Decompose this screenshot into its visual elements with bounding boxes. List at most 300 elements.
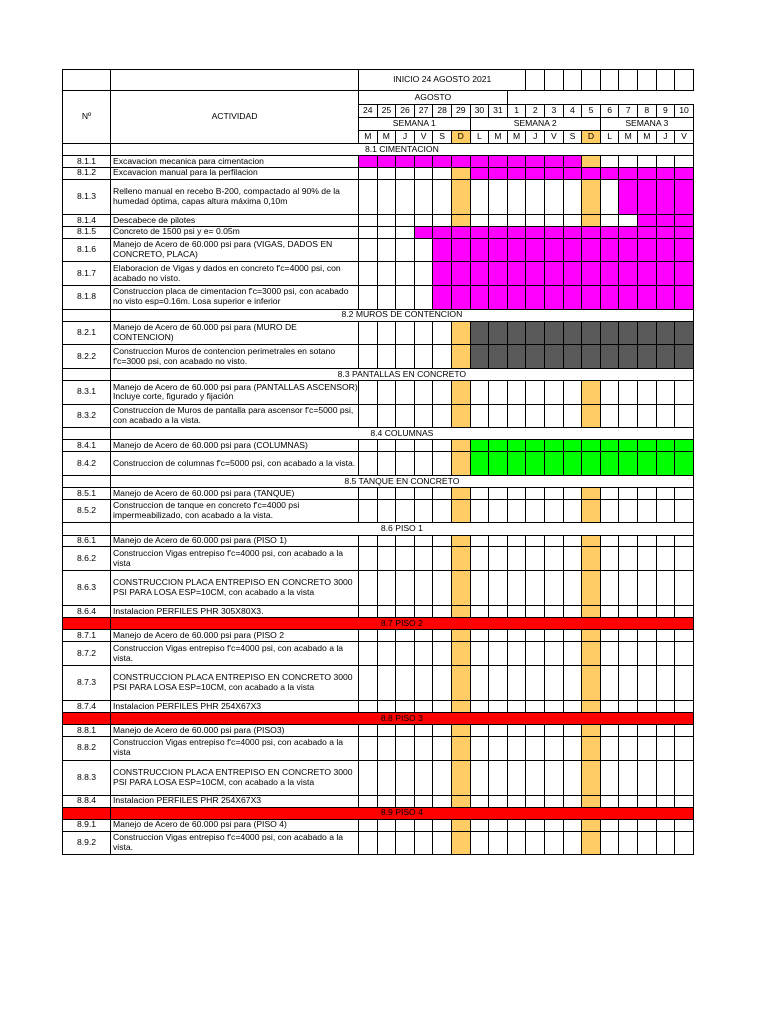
schedule-cell	[414, 179, 433, 214]
schedule-cell	[600, 226, 619, 238]
schedule-cell	[414, 381, 433, 405]
date-cell: 8	[638, 105, 657, 118]
schedule-cell	[377, 535, 396, 547]
schedule-cell	[619, 179, 638, 214]
schedule-cell	[470, 725, 489, 737]
task-activity: CONSTRUCCION PLACA ENTREPISO EN CONCRETO 3000 PSI PARA LOSA ESP=10CM, con acabado a la vista	[111, 665, 359, 700]
schedule-cell	[433, 606, 452, 618]
schedule-cell	[359, 285, 378, 309]
schedule-cell	[563, 606, 582, 618]
schedule-cell	[507, 725, 526, 737]
schedule-cell	[545, 156, 564, 168]
schedule-cell	[600, 795, 619, 807]
schedule-cell	[563, 630, 582, 642]
schedule-cell	[582, 606, 601, 618]
schedule-cell	[377, 488, 396, 500]
schedule-cell	[656, 226, 675, 238]
schedule-cell	[396, 215, 415, 227]
schedule-cell	[433, 488, 452, 500]
schedule-cell	[377, 226, 396, 238]
schedule-cell	[451, 179, 470, 214]
schedule-cell	[470, 642, 489, 666]
schedule-cell	[619, 404, 638, 428]
schedule-cell	[507, 238, 526, 262]
header-row-month	[63, 91, 694, 105]
schedule-cell	[675, 606, 694, 618]
schedule-cell	[470, 760, 489, 795]
section-title: 8.6 PISO 1	[111, 523, 694, 535]
schedule-cell	[526, 156, 545, 168]
schedule-cell	[638, 736, 657, 760]
schedule-cell	[638, 238, 657, 262]
section-num-blank	[63, 309, 111, 321]
schedule-cell	[489, 156, 508, 168]
schedule-cell	[638, 404, 657, 428]
schedule-cell	[526, 238, 545, 262]
schedule-cell	[619, 215, 638, 227]
schedule-cell	[396, 547, 415, 571]
section-row	[63, 144, 694, 156]
schedule-cell	[656, 760, 675, 795]
task-activity: Excavacion mecanica para cimentacion	[111, 156, 359, 168]
weekday-cell: S	[433, 131, 452, 144]
date-cell: 26	[396, 105, 415, 118]
schedule-cell	[619, 819, 638, 831]
schedule-cell	[433, 736, 452, 760]
task-number: 8.8.1	[63, 725, 111, 737]
schedule-cell	[563, 179, 582, 214]
schedule-cell	[451, 795, 470, 807]
schedule-cell	[619, 795, 638, 807]
schedule-cell	[526, 226, 545, 238]
schedule-cell	[656, 179, 675, 214]
schedule-cell	[470, 499, 489, 523]
schedule-cell	[638, 179, 657, 214]
task-row	[63, 321, 694, 345]
task-number: 8.3.1	[63, 381, 111, 405]
schedule-cell	[414, 665, 433, 700]
schedule-cell	[489, 701, 508, 713]
section-num-blank	[63, 144, 111, 156]
schedule-cell	[619, 760, 638, 795]
schedule-cell	[396, 819, 415, 831]
schedule-cell	[396, 606, 415, 618]
task-row	[63, 381, 694, 405]
task-row	[63, 179, 694, 214]
task-activity: CONSTRUCCION PLACA ENTREPISO EN CONCRETO 3000 PSI PARA LOSA ESP=10CM, con acabado a la vista	[111, 760, 359, 795]
schedule-cell	[526, 345, 545, 369]
schedule-cell	[545, 571, 564, 606]
schedule-cell	[377, 345, 396, 369]
schedule-cell	[489, 381, 508, 405]
schedule-cell	[656, 488, 675, 500]
schedule-cell	[656, 262, 675, 286]
schedule-cell	[377, 167, 396, 179]
schedule-cell	[433, 404, 452, 428]
task-row	[63, 262, 694, 286]
date-cell: 31	[489, 105, 508, 118]
weekday-cell: V	[545, 131, 564, 144]
schedule-cell	[526, 499, 545, 523]
schedule-cell	[451, 440, 470, 452]
schedule-cell	[489, 488, 508, 500]
schedule-cell	[582, 238, 601, 262]
schedule-cell	[470, 285, 489, 309]
schedule-cell	[582, 725, 601, 737]
schedule-cell	[489, 795, 508, 807]
task-number: 8.2.1	[63, 321, 111, 345]
schedule-cell	[619, 571, 638, 606]
schedule-cell	[489, 179, 508, 214]
schedule-cell	[433, 499, 452, 523]
schedule-cell	[507, 404, 526, 428]
schedule-cell	[638, 547, 657, 571]
task-row	[63, 630, 694, 642]
schedule-cell	[433, 156, 452, 168]
schedule-cell	[600, 156, 619, 168]
schedule-cell	[396, 488, 415, 500]
schedule-cell	[359, 831, 378, 855]
section-title: 8.2 MUROS DE CONTENCION	[111, 309, 694, 321]
header-blank-activity	[111, 70, 359, 91]
schedule-cell	[359, 571, 378, 606]
weekday-cell: M	[377, 131, 396, 144]
schedule-cell	[489, 760, 508, 795]
schedule-cell	[359, 156, 378, 168]
schedule-cell	[600, 167, 619, 179]
task-row	[63, 736, 694, 760]
schedule-cell	[638, 345, 657, 369]
task-activity: Concreto de 1500 psi y e= 0.05m	[111, 226, 359, 238]
schedule-cell	[489, 736, 508, 760]
task-row	[63, 215, 694, 227]
month-label: AGOSTO	[359, 91, 508, 105]
schedule-cell	[582, 262, 601, 286]
task-row	[63, 404, 694, 428]
schedule-cell	[582, 499, 601, 523]
schedule-cell	[526, 285, 545, 309]
schedule-cell	[656, 404, 675, 428]
schedule-cell	[582, 156, 601, 168]
schedule-cell	[377, 547, 396, 571]
schedule-cell	[638, 665, 657, 700]
schedule-cell	[489, 285, 508, 309]
schedule-cell	[638, 381, 657, 405]
schedule-cell	[675, 795, 694, 807]
schedule-cell	[489, 606, 508, 618]
schedule-cell	[396, 321, 415, 345]
schedule-cell	[414, 606, 433, 618]
date-cell: 4	[563, 105, 582, 118]
schedule-cell	[414, 215, 433, 227]
task-number: 8.8.2	[63, 736, 111, 760]
schedule-cell	[396, 381, 415, 405]
task-row	[63, 238, 694, 262]
date-cell: 10	[675, 105, 694, 118]
schedule-cell	[489, 345, 508, 369]
schedule-cell	[526, 215, 545, 227]
schedule-cell	[638, 795, 657, 807]
schedule-cell	[470, 262, 489, 286]
schedule-cell	[414, 831, 433, 855]
schedule-cell	[377, 262, 396, 286]
schedule-cell	[638, 262, 657, 286]
task-row	[63, 571, 694, 606]
date-cell: 6	[600, 105, 619, 118]
week-label: SEMANA 2	[470, 118, 600, 131]
schedule-cell	[563, 760, 582, 795]
schedule-cell	[451, 547, 470, 571]
schedule-cell	[414, 262, 433, 286]
task-activity: Construccion de tanque en concreto f'c=4000 psi impermeabilizado, con acabado a la vista.	[111, 499, 359, 523]
schedule-cell	[600, 440, 619, 452]
section-num-blank	[63, 712, 111, 724]
task-number: 8.1.5	[63, 226, 111, 238]
schedule-cell	[545, 321, 564, 345]
schedule-cell	[433, 795, 452, 807]
schedule-cell	[489, 226, 508, 238]
schedule-cell	[582, 630, 601, 642]
schedule-cell	[414, 819, 433, 831]
schedule-cell	[359, 819, 378, 831]
schedule-cell	[545, 547, 564, 571]
schedule-cell	[489, 642, 508, 666]
schedule-cell	[377, 321, 396, 345]
schedule-cell	[656, 440, 675, 452]
schedule-cell	[359, 345, 378, 369]
schedule-cell	[470, 795, 489, 807]
schedule-cell	[507, 606, 526, 618]
schedule-cell	[563, 642, 582, 666]
schedule-cell	[451, 215, 470, 227]
schedule-cell	[396, 831, 415, 855]
schedule-cell	[451, 571, 470, 606]
schedule-cell	[451, 499, 470, 523]
schedule-cell	[414, 167, 433, 179]
task-activity: Manejo de Acero de 60.000 psi para (MURO DE CONTENCION)	[111, 321, 359, 345]
schedule-cell	[638, 167, 657, 179]
schedule-cell	[600, 215, 619, 227]
task-activity: Descabece de pilotes	[111, 215, 359, 227]
schedule-cell	[638, 725, 657, 737]
weekday-cell: S	[563, 131, 582, 144]
schedule-cell	[526, 571, 545, 606]
date-cell: 29	[451, 105, 470, 118]
schedule-cell	[582, 440, 601, 452]
schedule-cell	[489, 499, 508, 523]
schedule-cell	[675, 345, 694, 369]
schedule-cell	[656, 321, 675, 345]
schedule-cell	[675, 167, 694, 179]
schedule-cell	[451, 642, 470, 666]
schedule-cell	[451, 238, 470, 262]
schedule-cell	[470, 321, 489, 345]
schedule-cell	[656, 345, 675, 369]
schedule-cell	[638, 535, 657, 547]
section-row	[63, 807, 694, 819]
schedule-cell	[563, 321, 582, 345]
schedule-cell	[656, 381, 675, 405]
schedule-cell	[396, 535, 415, 547]
schedule-cell	[675, 440, 694, 452]
section-row	[63, 523, 694, 535]
schedule-cell	[638, 819, 657, 831]
schedule-cell	[656, 642, 675, 666]
schedule-cell	[656, 535, 675, 547]
schedule-cell	[414, 547, 433, 571]
schedule-cell	[489, 452, 508, 476]
schedule-cell	[526, 535, 545, 547]
task-activity: Construccion Vigas entrepiso f'c=4000 psi, con acabado a la vista.	[111, 642, 359, 666]
task-number: 8.3.2	[63, 404, 111, 428]
schedule-cell	[489, 725, 508, 737]
schedule-cell	[451, 285, 470, 309]
date-cell: 3	[545, 105, 564, 118]
schedule-cell	[507, 321, 526, 345]
schedule-cell	[359, 179, 378, 214]
schedule-cell	[414, 440, 433, 452]
schedule-cell	[545, 736, 564, 760]
schedule-cell	[619, 226, 638, 238]
schedule-cell	[526, 701, 545, 713]
schedule-cell	[377, 499, 396, 523]
schedule-cell	[638, 226, 657, 238]
schedule-cell	[359, 665, 378, 700]
schedule-cell	[600, 381, 619, 405]
schedule-cell	[470, 665, 489, 700]
schedule-cell	[656, 215, 675, 227]
schedule-cell	[433, 321, 452, 345]
weekday-cell: J	[656, 131, 675, 144]
schedule-cell	[545, 179, 564, 214]
date-cell: 30	[470, 105, 489, 118]
schedule-cell	[507, 345, 526, 369]
schedule-cell	[396, 571, 415, 606]
schedule-cell	[563, 381, 582, 405]
schedule-cell	[433, 630, 452, 642]
schedule-cell	[545, 440, 564, 452]
task-activity: Manejo de Acero de 60.000 psi para (TANQUE)	[111, 488, 359, 500]
schedule-cell	[396, 725, 415, 737]
header-blank-num	[63, 70, 111, 91]
schedule-cell	[489, 547, 508, 571]
schedule-cell	[582, 665, 601, 700]
schedule-cell	[675, 262, 694, 286]
schedule-cell	[507, 819, 526, 831]
schedule-cell	[675, 499, 694, 523]
schedule-cell	[582, 285, 601, 309]
schedule-cell	[414, 571, 433, 606]
schedule-cell	[377, 215, 396, 227]
schedule-cell	[359, 736, 378, 760]
schedule-cell	[563, 167, 582, 179]
task-activity: Instalacion PERFILES PHR 254X67X3	[111, 701, 359, 713]
schedule-cell	[656, 795, 675, 807]
schedule-cell	[414, 725, 433, 737]
schedule-cell	[377, 606, 396, 618]
schedule-cell	[377, 831, 396, 855]
task-activity: Manejo de Acero de 60.000 psi para (PISO3)	[111, 725, 359, 737]
schedule-cell	[359, 262, 378, 286]
schedule-cell	[377, 736, 396, 760]
schedule-cell	[526, 665, 545, 700]
schedule-cell	[489, 215, 508, 227]
schedule-cell	[563, 238, 582, 262]
schedule-cell	[563, 440, 582, 452]
schedule-cell	[377, 404, 396, 428]
schedule-cell	[563, 571, 582, 606]
schedule-cell	[433, 215, 452, 227]
section-row	[63, 309, 694, 321]
schedule-cell	[600, 665, 619, 700]
task-activity: Manejo de Acero de 60.000 psi para (PISO 2	[111, 630, 359, 642]
schedule-cell	[396, 238, 415, 262]
schedule-cell	[526, 630, 545, 642]
schedule-cell	[433, 819, 452, 831]
schedule-cell	[526, 179, 545, 214]
schedule-cell	[359, 642, 378, 666]
schedule-cell	[600, 452, 619, 476]
section-num-blank	[63, 807, 111, 819]
task-activity: Instalacion PERFILES PHR 254X67X3	[111, 795, 359, 807]
schedule-cell	[638, 156, 657, 168]
schedule-cell	[675, 642, 694, 666]
schedule-cell	[545, 725, 564, 737]
task-row	[63, 725, 694, 737]
schedule-cell	[638, 571, 657, 606]
schedule-cell	[414, 345, 433, 369]
task-row	[63, 345, 694, 369]
task-number: 8.7.1	[63, 630, 111, 642]
gantt-table	[62, 69, 694, 855]
schedule-cell	[545, 701, 564, 713]
schedule-cell	[545, 665, 564, 700]
schedule-cell	[414, 736, 433, 760]
task-activity: Construccion Muros de contencion perimetrales en sotano f'c=3000 psi, con acabado no visto.	[111, 345, 359, 369]
schedule-cell	[433, 665, 452, 700]
schedule-cell	[600, 488, 619, 500]
schedule-cell	[396, 736, 415, 760]
date-cell: 28	[433, 105, 452, 118]
schedule-cell	[582, 642, 601, 666]
schedule-cell	[656, 547, 675, 571]
schedule-cell	[656, 630, 675, 642]
task-row	[63, 452, 694, 476]
schedule-cell	[359, 440, 378, 452]
schedule-cell	[377, 285, 396, 309]
schedule-cell	[359, 215, 378, 227]
schedule-cell	[582, 535, 601, 547]
schedule-cell	[619, 630, 638, 642]
task-number: 8.6.2	[63, 547, 111, 571]
schedule-cell	[433, 642, 452, 666]
schedule-cell	[638, 488, 657, 500]
schedule-cell	[359, 760, 378, 795]
schedule-cell	[619, 381, 638, 405]
schedule-cell	[582, 571, 601, 606]
schedule-cell	[451, 381, 470, 405]
schedule-cell	[600, 760, 619, 795]
date-cell: 25	[377, 105, 396, 118]
schedule-cell	[675, 571, 694, 606]
schedule-cell	[507, 285, 526, 309]
schedule-cell	[451, 345, 470, 369]
schedule-cell	[638, 321, 657, 345]
schedule-cell	[396, 179, 415, 214]
section-num-blank	[63, 618, 111, 630]
schedule-cell	[396, 226, 415, 238]
schedule-cell	[359, 452, 378, 476]
